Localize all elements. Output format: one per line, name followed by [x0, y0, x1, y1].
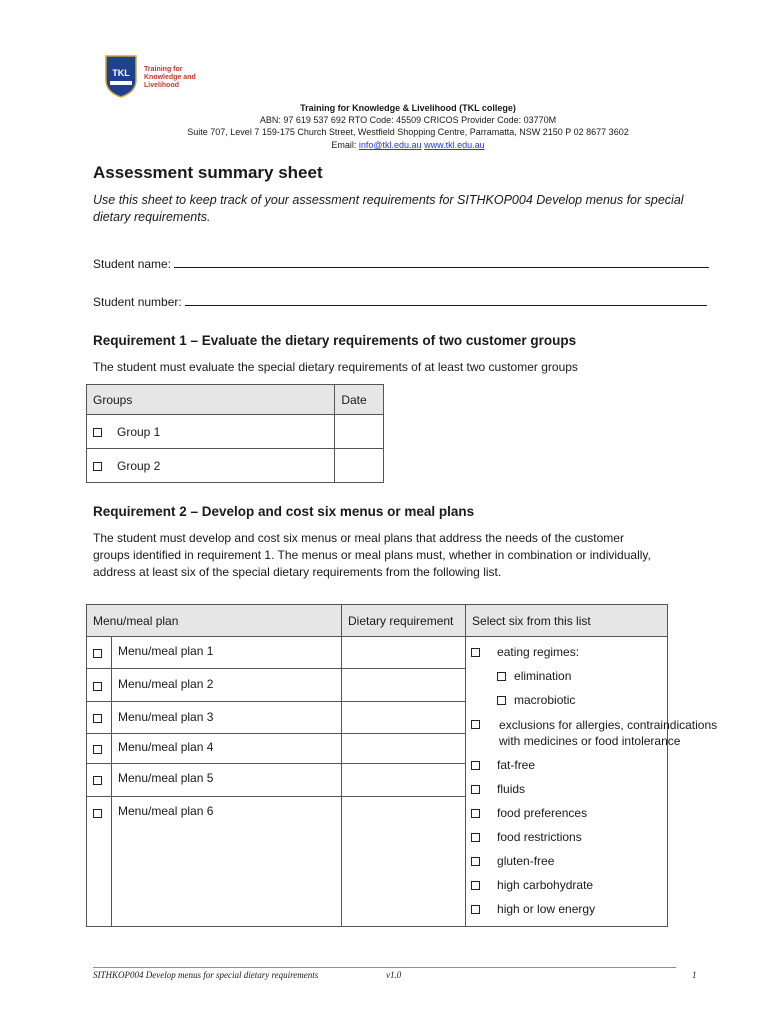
menu-label: Menu/meal plan 6 [112, 796, 342, 926]
org-abn: ABN: 97 619 537 692 RTO Code: 45509 CRICOS Provider Code: 03770M [259, 115, 557, 125]
exclusions-checkbox[interactable] [471, 720, 480, 729]
menu-label: Menu/meal plan 2 [112, 669, 342, 702]
intro-text: Use this sheet to keep track of your assessment requirements for SITHKOP004 Develop menus for special dietary requirements. [93, 193, 684, 224]
menu-1-checkbox[interactable] [93, 649, 102, 658]
req1-heading: Requirement 1 – Evaluate the dietary requirements of two customer groups [93, 333, 577, 348]
req2-heading: Requirement 2 – Develop and cost six menus or meal plans [93, 504, 475, 519]
fluids-checkbox[interactable] [471, 785, 480, 794]
group-1-checkbox[interactable] [93, 428, 102, 437]
date-cell[interactable] [335, 415, 384, 449]
footer-page-number: 1 [692, 970, 697, 980]
date-cell[interactable] [335, 449, 384, 483]
food-restrictions-checkbox[interactable] [471, 833, 480, 842]
footer-doc-title: SITHKOP004 Develop menus for special dietary requirements [93, 970, 319, 980]
menu-4-checkbox[interactable] [93, 745, 102, 754]
list-item: food restrictions [497, 830, 582, 844]
list-item: elimination [514, 669, 572, 683]
student-name-field[interactable] [93, 257, 715, 271]
dietary-list-cell [466, 637, 718, 927]
high-low-energy-checkbox[interactable] [471, 905, 480, 914]
col-diet: Dietary requirement [342, 605, 466, 637]
org-contact [24, 139, 768, 151]
student-number-line[interactable] [185, 305, 707, 306]
list-item: high or low energy [497, 902, 596, 916]
student-number-label: Student number: [93, 295, 182, 309]
table-row [87, 415, 384, 449]
eating-regimes-checkbox[interactable] [471, 648, 480, 657]
col-select: Select six from this list [466, 605, 668, 637]
diet-cell[interactable] [342, 702, 466, 734]
footer-version: v1.0 [386, 970, 402, 980]
menu-label: Menu/meal plan 1 [112, 637, 342, 669]
org-name: Training for Knowledge & Livelihood (TKL college) [300, 103, 516, 113]
diet-cell[interactable] [342, 637, 466, 669]
diet-cell[interactable] [342, 669, 466, 702]
col-date: Date [335, 385, 384, 415]
menu-3-checkbox[interactable] [93, 714, 102, 723]
list-item: macrobiotic [514, 693, 576, 707]
diet-cell[interactable] [342, 734, 466, 764]
list-item: exclusions for allergies, contraindications with medicines or food intolerance [499, 718, 718, 748]
website-link[interactable]: www.tkl.edu.au [424, 140, 485, 150]
list-item: gluten-free [497, 854, 555, 868]
logo-wordmark: Training for Knowledge and Livelihood [144, 66, 196, 89]
menu-label: Menu/meal plan 5 [112, 764, 342, 796]
svg-text:TKL: TKL [112, 68, 130, 78]
menu-2-checkbox[interactable] [93, 682, 102, 691]
email-link[interactable]: info@tkl.edu.au [358, 140, 422, 150]
col-menu: Menu/meal plan [87, 605, 342, 637]
food-preferences-checkbox[interactable] [471, 809, 480, 818]
list-item: food preferences [497, 806, 588, 820]
list-item: fat-free [497, 758, 536, 772]
table-row [87, 637, 668, 669]
menu-label: Menu/meal plan 4 [112, 734, 342, 764]
group-label: Group 1 [111, 415, 335, 449]
req2-table [86, 604, 718, 927]
page-title: Assessment summary sheet [93, 163, 323, 182]
list-item: fluids [497, 782, 526, 796]
student-name-label: Student name: [93, 257, 172, 271]
list-item: high carbohydrate [497, 878, 594, 892]
diet-cell[interactable] [342, 796, 466, 926]
req2-text: The student must develop and cost six menus or meal plans that address the needs of the customer groups identified in requirement 1. The menus or meal plans must, whether in combination or individually, address at least six of the special dietary requirements from the following list. [93, 531, 651, 579]
menu-label: Menu/meal plan 3 [112, 702, 342, 734]
menu-5-checkbox[interactable] [93, 776, 102, 785]
group-label: Group 2 [111, 449, 335, 483]
high-carb-checkbox[interactable] [471, 881, 480, 890]
col-groups: Groups [87, 385, 335, 415]
footer-divider [93, 967, 676, 968]
tkl-logo-shield [104, 54, 138, 98]
group-2-checkbox[interactable] [93, 462, 102, 471]
table-row [87, 449, 384, 483]
student-name-line[interactable] [174, 267, 709, 268]
list-item: eating regimes: [497, 645, 580, 659]
macrobiotic-checkbox[interactable] [497, 696, 506, 705]
req1-table [86, 384, 384, 483]
elimination-checkbox[interactable] [497, 672, 506, 681]
diet-cell[interactable] [342, 764, 466, 796]
gluten-free-checkbox[interactable] [471, 857, 480, 866]
email-label: Email: [331, 140, 357, 150]
menu-6-checkbox[interactable] [93, 809, 102, 818]
org-address: Suite 707, Level 7 159-175 Church Street, Westfield Shopping Centre, Parramatta, NSW 2150 P 02 8677 3602 [187, 127, 629, 137]
req1-text: The student must evaluate the special dietary requirements of at least two customer groups [93, 360, 578, 374]
fat-free-checkbox[interactable] [471, 761, 480, 770]
student-number-field[interactable] [93, 295, 715, 309]
